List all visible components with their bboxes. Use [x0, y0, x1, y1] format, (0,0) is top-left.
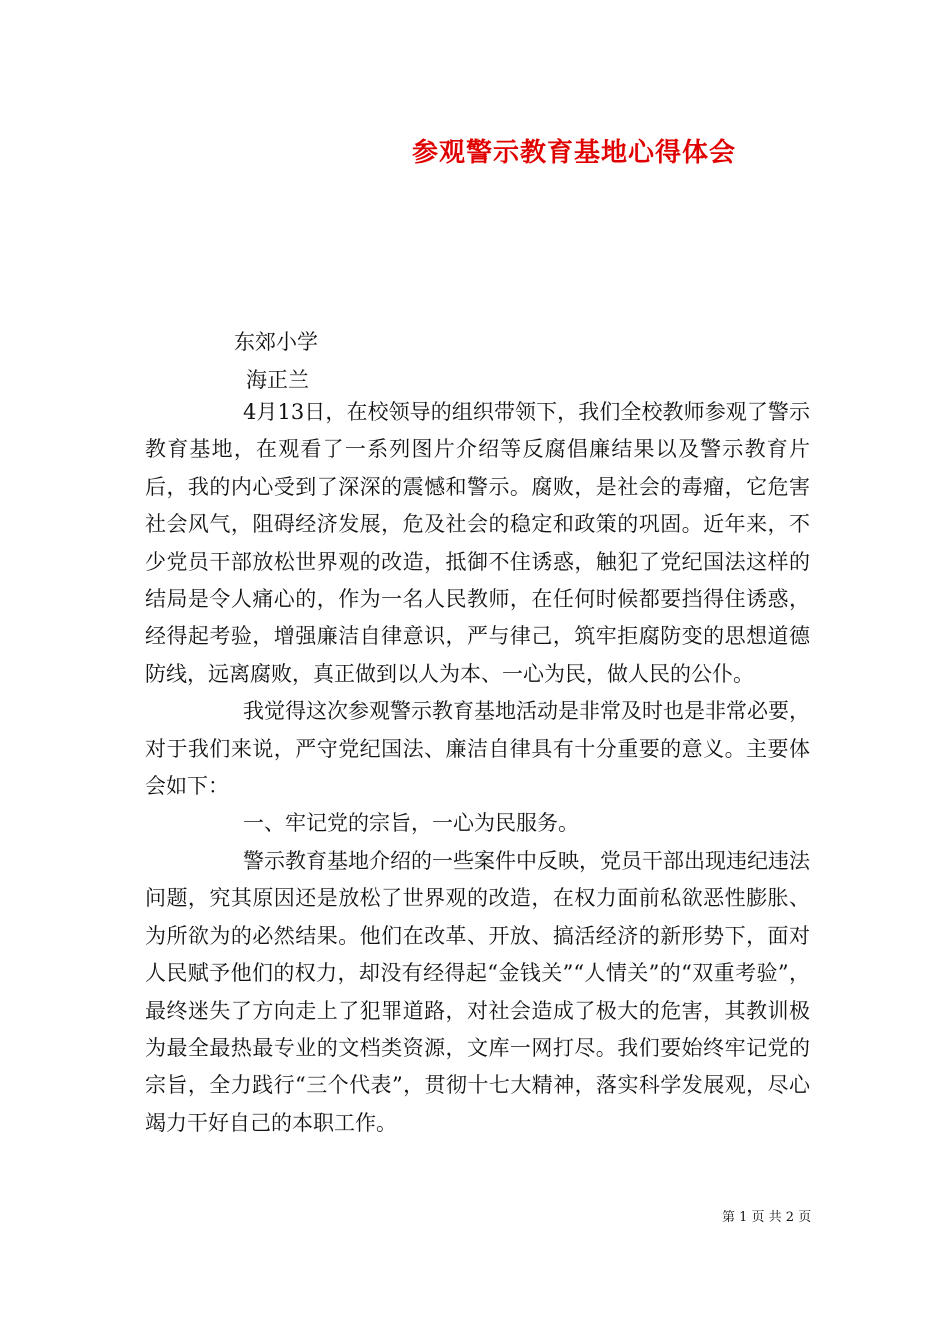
document-body [145, 394, 810, 1142]
document-title: 参观警示教育基地心得体会 [412, 138, 737, 168]
paragraph-section-1: 警示教育基地介绍的一些案件中反映，党员干部出现违纪违法问题，究其原因还是放松了世界观的改造，在权力面前私欲恶性膨胀、为所欲为的必然结果。他们在改革、开放、搞活经济的新形势下，面对人民赋予他们的权力，却没有经得起“金钱关”“人情关”的“双重考验”，最终迷失了方向走上了犯罪道路，对社会造成了极大的危害，其教训极为最全最热最专业的文档类资源，文库一网打尽。我们要始终牢记党的宗旨，全力践行“三个代表”，贯彻十七大精神，落实科学发展观，尽心竭力干好自己的本职工作。 [145, 848, 810, 1135]
author-name: 海正兰 [246, 368, 309, 392]
paragraph-intro: 4月13日，在校领导的组织带领下，我们全校教师参观了警示教育基地，在观看了一系列图片介绍等反腐倡廉结果以及警示教育片后，我的内心受到了深深的震憾和警示。腐败，是社会的毒瘤，它危害社会风气，阻碍经济发展，危及社会的稳定和政策的巩固。近年来，不少党员干部放松世界观的改造，抵御不住诱惑，触犯了党纪国法这样的结局是令人痛心的，作为一名人民教师，在任何时候都要挡得住诱惑，经得起考验，增强廉洁自律意识，严与律己，筑牢拒腐防变的思想道德防线，远离腐败，真正做到以人为本、一心为民，做人民的公仆。 [145, 400, 810, 686]
section-heading-1: 一、牢记党的宗旨，一心为民服务。 [243, 811, 579, 836]
school-name: 东郊小学 [234, 330, 318, 354]
page-number-footer: 第 1 页 共 2 页 [722, 1210, 812, 1225]
paragraph-summary: 我觉得这次参观警示教育基地活动是非常及时也是非常必要，对于我们来说，严守党纪国法、廉洁自律具有十分重要的意义。主要体会如下： [145, 699, 810, 799]
